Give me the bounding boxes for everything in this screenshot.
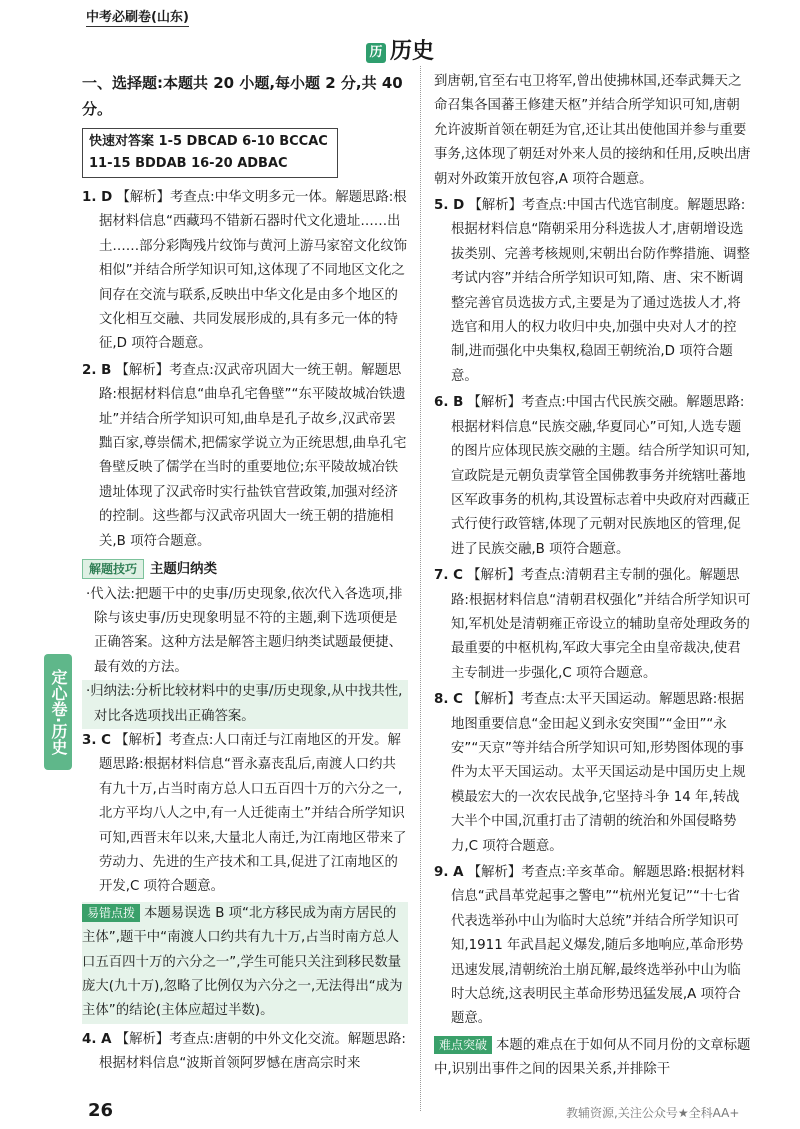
tip-tag: 解题技巧 [82, 559, 144, 579]
question-8-text: 【解析】考查点:太平天国运动。解题思路:根据地图重要信息“金田起义到永安突围”“金田”“永安”“天京”等并结合所学知识可知,形势图体现的事件为太平天国运动。太平天国运动是中国历史上规模最宏大的一次农民战争,它坚持斗争 14 年,转战大半个中国,沉重打击了清朝的统治和外国侵略势力,C 项符合题意。 [451, 692, 746, 854]
right-column [434, 70, 752, 1083]
error-note [82, 902, 408, 1024]
question-4 [82, 1028, 408, 1077]
left-column [82, 70, 408, 1079]
column-divider [420, 66, 421, 1111]
tip-item-1: ·代入法:把题干中的史事/历史现象,依次代入各选项,排除与该史事/历史现象明显不符的主题,剩下选项便是正确答案。这种方法是解答主题归纳类试题最便捷、最有效的方法。 [86, 586, 403, 675]
question-6-text: 【解析】考查点:中国古代民族交融。解题思路:根据材料信息“民族交融,华夏同心”可知,人选专题的图片应体现民族交融的主题。结合所学知识可知,宣政院是元朝负责掌管全国佛教事务并统辖吐蕃地区军政事务的机构,其设置标志着中央政府对西藏正式行使行政管辖,体现了元朝对民族地区的管理,促进了民族交融,B 项符合题意。 [451, 395, 750, 557]
question-7 [434, 564, 752, 686]
question-7-number: 7. C [434, 568, 463, 584]
difficulty-note-tag: 难点突破 [434, 1036, 492, 1054]
question-1 [82, 186, 408, 357]
question-5 [434, 194, 752, 389]
section-intro: 一、选择题:本题共 20 小题,每小题 2 分,共 40 分。 [82, 74, 403, 118]
question-5-number: 5. D [434, 198, 465, 214]
question-9-text: 【解析】考查点:辛亥革命。解题思路:根据材料信息“武昌革党起事之警电”“杭州光复记”“十七省代表选举孙中山为临时大总统”并结合所学知识可知,1911 年武昌起义爆发,随后多地响应,革命形势迅速发展,清朝统治土崩瓦解,最终选举孙中山为临时大总统,这表明民主革命形势迅猛发展,A 项符合题意。 [451, 865, 745, 1027]
watermark: 教辅资源,关注公众号★全科AA+ [566, 1106, 740, 1120]
answer-key-box [82, 128, 338, 178]
tip-header [82, 558, 408, 582]
page-title [0, 34, 800, 65]
sidebar-tab: 定心卷·历史 [44, 654, 72, 770]
answer-key-line-1: 快速对答案 1-5 DBCAD 6-10 BCCAC [89, 134, 328, 149]
question-7-text: 【解析】考查点:清朝君主专制的强化。解题思路:根据材料信息“清朝君权强化”并结合所学知识可知,军机处是清朝雍正帝设立的辅助皇帝处理政务的最重要的中枢机构,军政大事完全由皇帝裁决,使君主专制进一步强化,C 项符合题意。 [451, 568, 751, 681]
question-3-number: 3. C [82, 732, 111, 748]
question-9 [434, 861, 752, 1032]
answer-key-line-2: 11-15 BDDAB 16-20 ADBAC [89, 156, 288, 171]
question-2-number: 2. B [82, 362, 112, 378]
error-note-text: 本题易误选 B 项“北方移民成为南方居民的主体”,题干中“南渡人口约共有九十万,占当时南方总人口五百四十万的六分之一”,学生可能只关注到移民数量庞大(九十万),忽略了比例仅为六分之一,无法得出“成为主体”的结论(主体应超过半数)。 [82, 905, 403, 1019]
brand-logo: 中考必刷卷(山东) [86, 6, 189, 27]
question-4-text: 【解析】考查点:唐朝的中外文化交流。解题思路:根据材料信息“波斯首领阿罗憾在唐高宗时来 [99, 1031, 406, 1072]
question-4-number: 4. A [82, 1031, 112, 1047]
difficulty-note-text: 本题的难点在于如何从不同月份的文章标题中,识别出事件之间的因果关系,并排除干 [434, 1037, 751, 1078]
question-1-number: 1. D [82, 190, 113, 205]
question-9-number: 9. A [434, 865, 464, 880]
question-4-continued: 到唐朝,官至右屯卫将军,曾出使拂林国,还奉武舞天之命召集各国蕃王修建天枢”并结合所学知识可知,唐朝允许波斯首领在朝廷为官,还让其出使他国并参与重要事务,这体现了朝廷对外来人员的接纳和任用,反映出唐朝对外政策开放包容,A 项符合题意。 [434, 74, 751, 187]
page-number: 26 [88, 1100, 114, 1121]
question-5-text: 【解析】考查点:中国古代选官制度。解题思路:根据材料信息“隋朝采用分科选拔人才,唐朝增设选拔类别、完善考核规则,宋朝出台防作弊措施、调整考试内容”并结合所学知识可知,隋、唐、宋不断调整完善官员选拔方式,主要是为了通过选拔人才,将选官和用人的权力收归中央,加强中央对人才的控制,进而强化中央集权,稳固王朝统治,D 项符合题意。 [451, 198, 750, 384]
question-2-text: 【解析】考查点:汉武帝巩固大一统王朝。解题思路:根据材料信息“曲阜孔宅鲁壁”“东平陵故城冶铁遗址”并结合所学知识可知,曲阜是孔子故乡,汉武帝罢黜百家,尊崇儒术,把儒家学说立为正统思想,曲阜孔宅鲁壁反映了儒学在当时的重要地位;东平陵故城冶铁遗址体现了汉武帝时实行盐铁官营政策,加强对经济的控制。这些都与汉武帝巩固大一统王朝的措施相关,B 项符合题意。 [99, 362, 407, 549]
question-1-text: 【解析】考查点:中华文明多元一体。解题思路:根据材料信息“西藏玛不错新石器时代文化遗址……出土……部分彩陶残片纹饰与黄河上游马家窑文化纹饰相似”并结合所学知识可知,这体现了不同地区文化之间存在交流与联系,反映出中华文化是由多个地区的文化相互交融、共同发展形成的,具有多元一体的特征,D 项符合题意。 [99, 190, 407, 352]
difficulty-note [434, 1034, 752, 1083]
subject-title: 历史 [389, 39, 434, 64]
question-3 [82, 729, 408, 900]
tip-item-2: ·归纳法:分析比较材料中的史事/历史现象,从中找共性,对比各选项找出正确答案。 [82, 680, 408, 729]
tip-title: 主题归纳类 [150, 562, 217, 578]
question-3-text: 【解析】考查点:人口南迁与江南地区的开发。解题思路:根据材料信息“晋永嘉丧乱后,南渡人口约共有九十万,占当时南方总人口五百四十万的六分之一,北方平均八人之中,有一人迁徙南土”并结合所学知识可知,西晋末年以来,大量北人南迁,为江南地区带来了劳动力、先进的生产技术和工具,促进了江南地区的开发,C 项符合题意。 [99, 732, 407, 895]
subject-icon: 历 [366, 43, 386, 63]
question-8 [434, 688, 752, 859]
error-note-tag: 易错点拨 [82, 904, 140, 922]
question-6 [434, 391, 752, 562]
question-8-number: 8. C [434, 692, 463, 708]
question-2 [82, 359, 408, 554]
question-6-number: 6. B [434, 395, 464, 411]
